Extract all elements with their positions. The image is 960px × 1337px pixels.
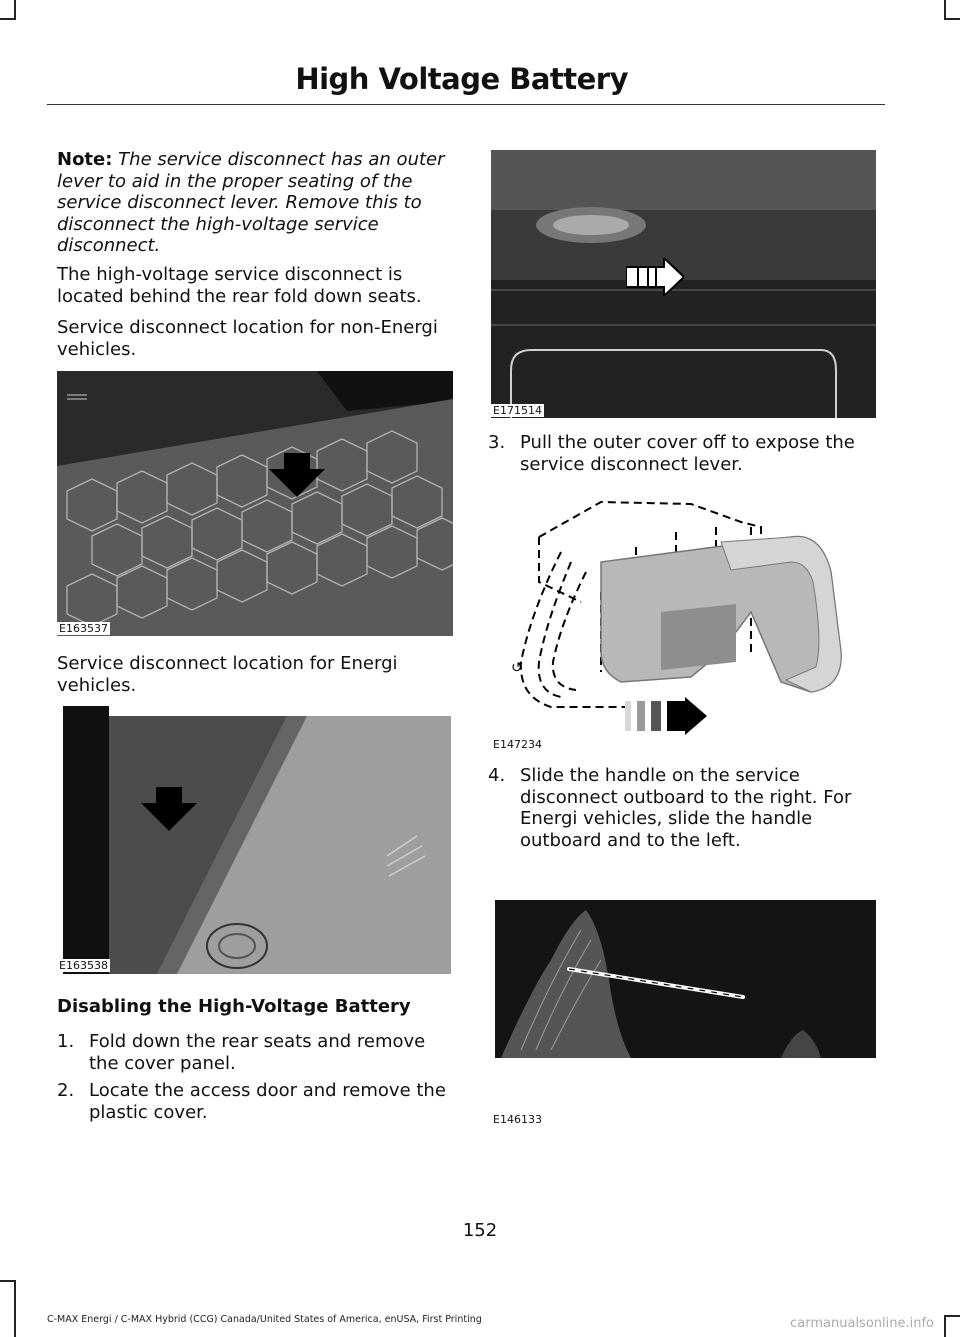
figure-id: E147234 xyxy=(493,738,542,751)
note-text: The service disconnect has an outer lever to aid in the proper seating of the service disconnect lever. Remove this to disconnect the high-voltage service disconnect. xyxy=(57,149,445,256)
step-3 xyxy=(488,432,883,476)
figure-non-energi-location xyxy=(57,371,453,636)
page-number: 152 xyxy=(462,1220,498,1241)
step-number: 4. xyxy=(488,765,506,786)
crop-mark-bottom-right xyxy=(944,1315,960,1337)
step-number: 3. xyxy=(488,432,506,453)
crop-mark-bottom-left xyxy=(0,1280,16,1337)
figure-service-disconnect-lever xyxy=(491,492,876,754)
crop-mark-top-left xyxy=(0,0,16,20)
figure-id: E163538 xyxy=(59,959,108,972)
photo-energi xyxy=(57,706,451,974)
paragraph-location: The high-voltage service disconnect is located behind the rear fold down seats. xyxy=(57,264,422,307)
down-arrow-icon xyxy=(141,787,197,831)
figure-id: E146133 xyxy=(493,1113,542,1126)
figure-id: E163537 xyxy=(59,622,108,635)
step-number: 1. xyxy=(57,1031,75,1052)
figure-energi-location xyxy=(57,706,451,974)
page-title: High Voltage Battery xyxy=(295,62,628,96)
step-1 xyxy=(57,1031,449,1075)
watermark: carmanualsonline.info xyxy=(790,1316,934,1331)
figure-id: E171514 xyxy=(493,404,542,417)
crop-mark-top-right xyxy=(944,0,960,20)
title-divider xyxy=(47,104,885,105)
note-paragraph xyxy=(57,149,449,257)
step-number: 2. xyxy=(57,1080,75,1101)
footer-text: C-MAX Energi / C-MAX Hybrid (CCG) Canada/United States of America, enUSA, First Printing xyxy=(47,1314,482,1325)
photo-slide-handle xyxy=(491,900,876,1130)
paragraph-energi: Service disconnect location for Energi vehicles. xyxy=(57,653,398,696)
step-text: Fold down the rear seats and remove the cover panel. xyxy=(89,1031,426,1074)
step-text: Locate the access door and remove the plastic cover. xyxy=(89,1080,446,1123)
step-2 xyxy=(57,1080,449,1124)
figure-access-door xyxy=(491,150,876,418)
step-text: Pull the outer cover off to expose the service disconnect lever. xyxy=(520,432,855,475)
photo-non-energi xyxy=(57,371,453,636)
figure-slide-handle xyxy=(491,900,876,1130)
down-arrow-icon xyxy=(269,453,325,497)
step-text: Slide the handle on the service disconnect outboard to the right. For Energi vehicles, slide the handle outboard and to the left. xyxy=(520,765,852,851)
note-label: Note: xyxy=(57,149,113,170)
right-arrow-icon xyxy=(626,258,684,296)
paragraph-non-energi: Service disconnect location for non-Energi vehicles. xyxy=(57,317,438,360)
svg-text:↺: ↺ xyxy=(511,660,523,676)
section-heading: Disabling the High-Voltage Battery xyxy=(57,996,411,1017)
right-arrow-icon xyxy=(625,697,707,735)
step-4 xyxy=(488,765,883,875)
